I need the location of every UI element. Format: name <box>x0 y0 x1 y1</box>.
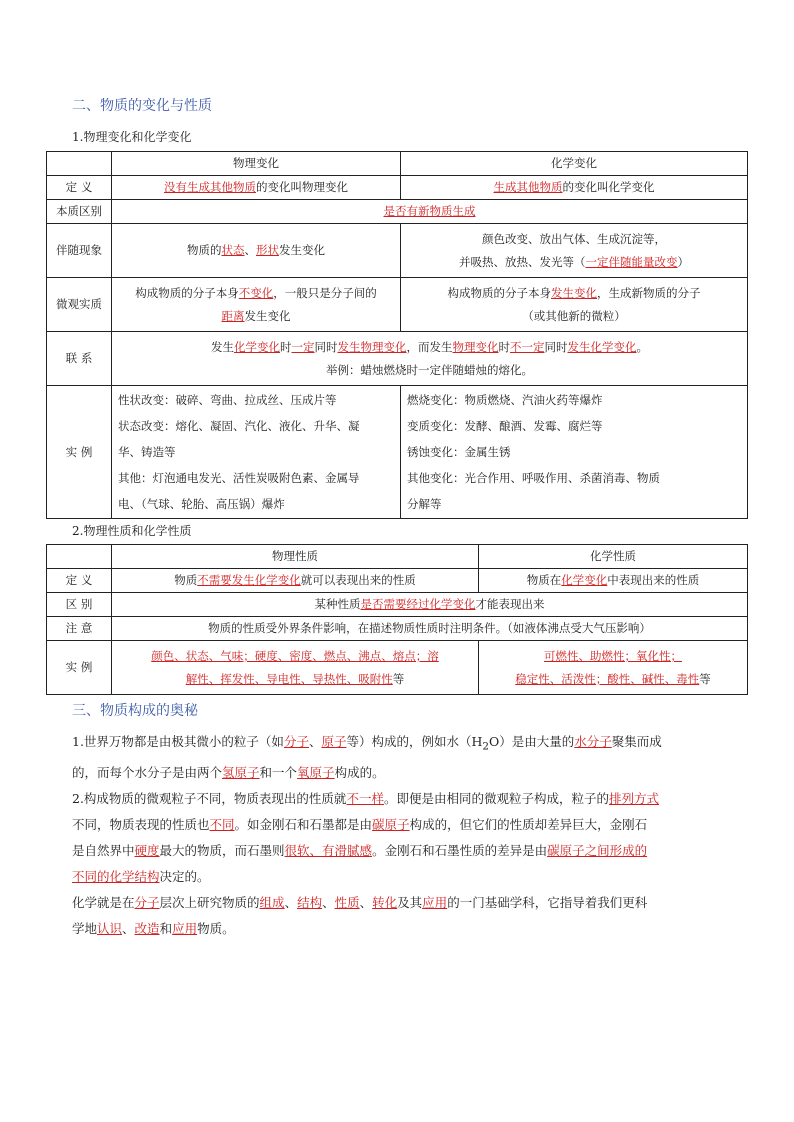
header-blank <box>47 545 112 569</box>
paragraph-1: 1.世界万物都是由极其微小的粒子（如分子、原子等）构成的，例如水$(H_2O)$是由大量的水分子聚集而成 的，而每个水分子是由两个氢原子和一个氧原子构成的。 <box>72 734 662 780</box>
subsection-2-title: 2.物理性质和化学性质 <box>72 524 192 538</box>
cell: 颜色、状态、气味；硬度、密度、燃点、沸点、熔点；溶 解性、挥发性、导电性、导热性、吸附性等 <box>112 641 479 695</box>
header-chemical-change: 化学变化 <box>401 152 748 176</box>
row-label: 实 例 <box>47 386 112 519</box>
paragraph-3: 化学就是在分子层次上研究物质的组成、结构、性质、转化及其应用的一门基础学科，它指导着我们更科 学地认识、改造和应用物质。 <box>72 894 648 936</box>
cell: 构成物质的分子本身不变化，一般只是分子间的 距离发生变化 <box>112 278 401 332</box>
cell: 某种性质是否需要经过化学变化才能表现出来 <box>112 593 748 617</box>
cell: 物质的状态、形状发生变化 <box>112 224 401 278</box>
cell: 物质在化学变化中表现出来的性质 <box>479 569 748 593</box>
row-label: 伴随现象 <box>47 224 112 278</box>
cell: 可燃性、助燃性；氧化性； 稳定性、活泼性；酸性、碱性、毒性等 <box>479 641 748 695</box>
section-3-body <box>72 729 752 942</box>
cell: 发生化学变化时一定同时发生物理变化，而发生物理变化时不一定同时发生化学变化。 举例：蜡烛燃烧时一定伴随蜡烛的熔化。 <box>112 332 748 386</box>
table-row <box>47 641 748 695</box>
header-chemical-property: 化学性质 <box>479 545 748 569</box>
section-2-title: 二、物质的变化与性质 <box>72 98 212 114</box>
row-label: 定 义 <box>47 569 112 593</box>
table-header-row <box>47 152 748 176</box>
paragraph-2: 2.构成物质的微观粒子不同，物质表现出的性质就不一样。即便是由相同的微观粒子构成，粒子的排列方式 不同，物质表现的性质也不同。如金刚石和石墨都是由碳原子构成的，但它们的性质却差异巨大，金刚石 是自然界中硬度最大的物质，而石墨则很软、有滑腻感。金刚石和石墨性质的差异是由碳原子之间形成的 不同的化学结构决定的。 <box>72 790 659 884</box>
table-row <box>47 386 748 519</box>
cell: 燃烧变化：物质燃烧、汽油火药等爆炸 变质变化：发酵、酿酒、发霉、腐烂等 锈蚀变化：金属生锈 其他变化：光合作用、呼吸作用、杀菌消毒、物质 分解等 <box>401 386 748 519</box>
cell: 构成物质的分子本身发生变化，生成新物质的分子 （或其他新的微粒） <box>401 278 748 332</box>
cell: 物质的性质受外界条件影响，在描述物质性质时注明条件。（如液体沸点受大气压影响） <box>112 617 748 641</box>
row-label: 本质区别 <box>47 200 112 224</box>
row-label: 注 意 <box>47 617 112 641</box>
property-table <box>46 544 748 695</box>
header-physical-change: 物理变化 <box>112 152 401 176</box>
table-row <box>47 278 748 332</box>
row-label: 微观实质 <box>47 278 112 332</box>
cell: 性状改变：破碎、弯曲、拉成丝、压成片等 状态改变：熔化、凝固、汽化、液化、升华、凝 华、铸造等 其他：灯泡通电发光、活性炭吸附色素、金属导 电、（气球、轮胎、高压锅）爆炸 <box>112 386 401 519</box>
cell: 没有生成其他物质的变化叫物理变化 <box>112 176 401 200</box>
row-label: 定 义 <box>47 176 112 200</box>
row-label: 实 例 <box>47 641 112 695</box>
row-label: 区 别 <box>47 593 112 617</box>
page <box>46 96 748 942</box>
table-row <box>47 569 748 593</box>
table-row <box>47 617 748 641</box>
table-row <box>47 176 748 200</box>
cell: 是否有新物质生成 <box>112 200 748 224</box>
change-table <box>46 151 748 519</box>
table-header-row <box>47 545 748 569</box>
subsection-1-title: 1.物理变化和化学变化 <box>72 130 192 144</box>
table-row <box>47 200 748 224</box>
header-physical-property: 物理性质 <box>112 545 479 569</box>
cell: 生成其他物质的变化叫化学变化 <box>401 176 748 200</box>
table-row <box>47 224 748 278</box>
table-row <box>47 593 748 617</box>
table-row <box>47 332 748 386</box>
header-blank <box>47 152 112 176</box>
section-3-title: 三、物质构成的奥秘 <box>72 703 198 719</box>
row-label: 联 系 <box>47 332 112 386</box>
cell: 颜色改变、放出气体、生成沉淀等， 并吸热、放热、发光等（一定伴随能量改变） <box>401 224 748 278</box>
cell: 物质不需要发生化学变化就可以表现出来的性质 <box>112 569 479 593</box>
